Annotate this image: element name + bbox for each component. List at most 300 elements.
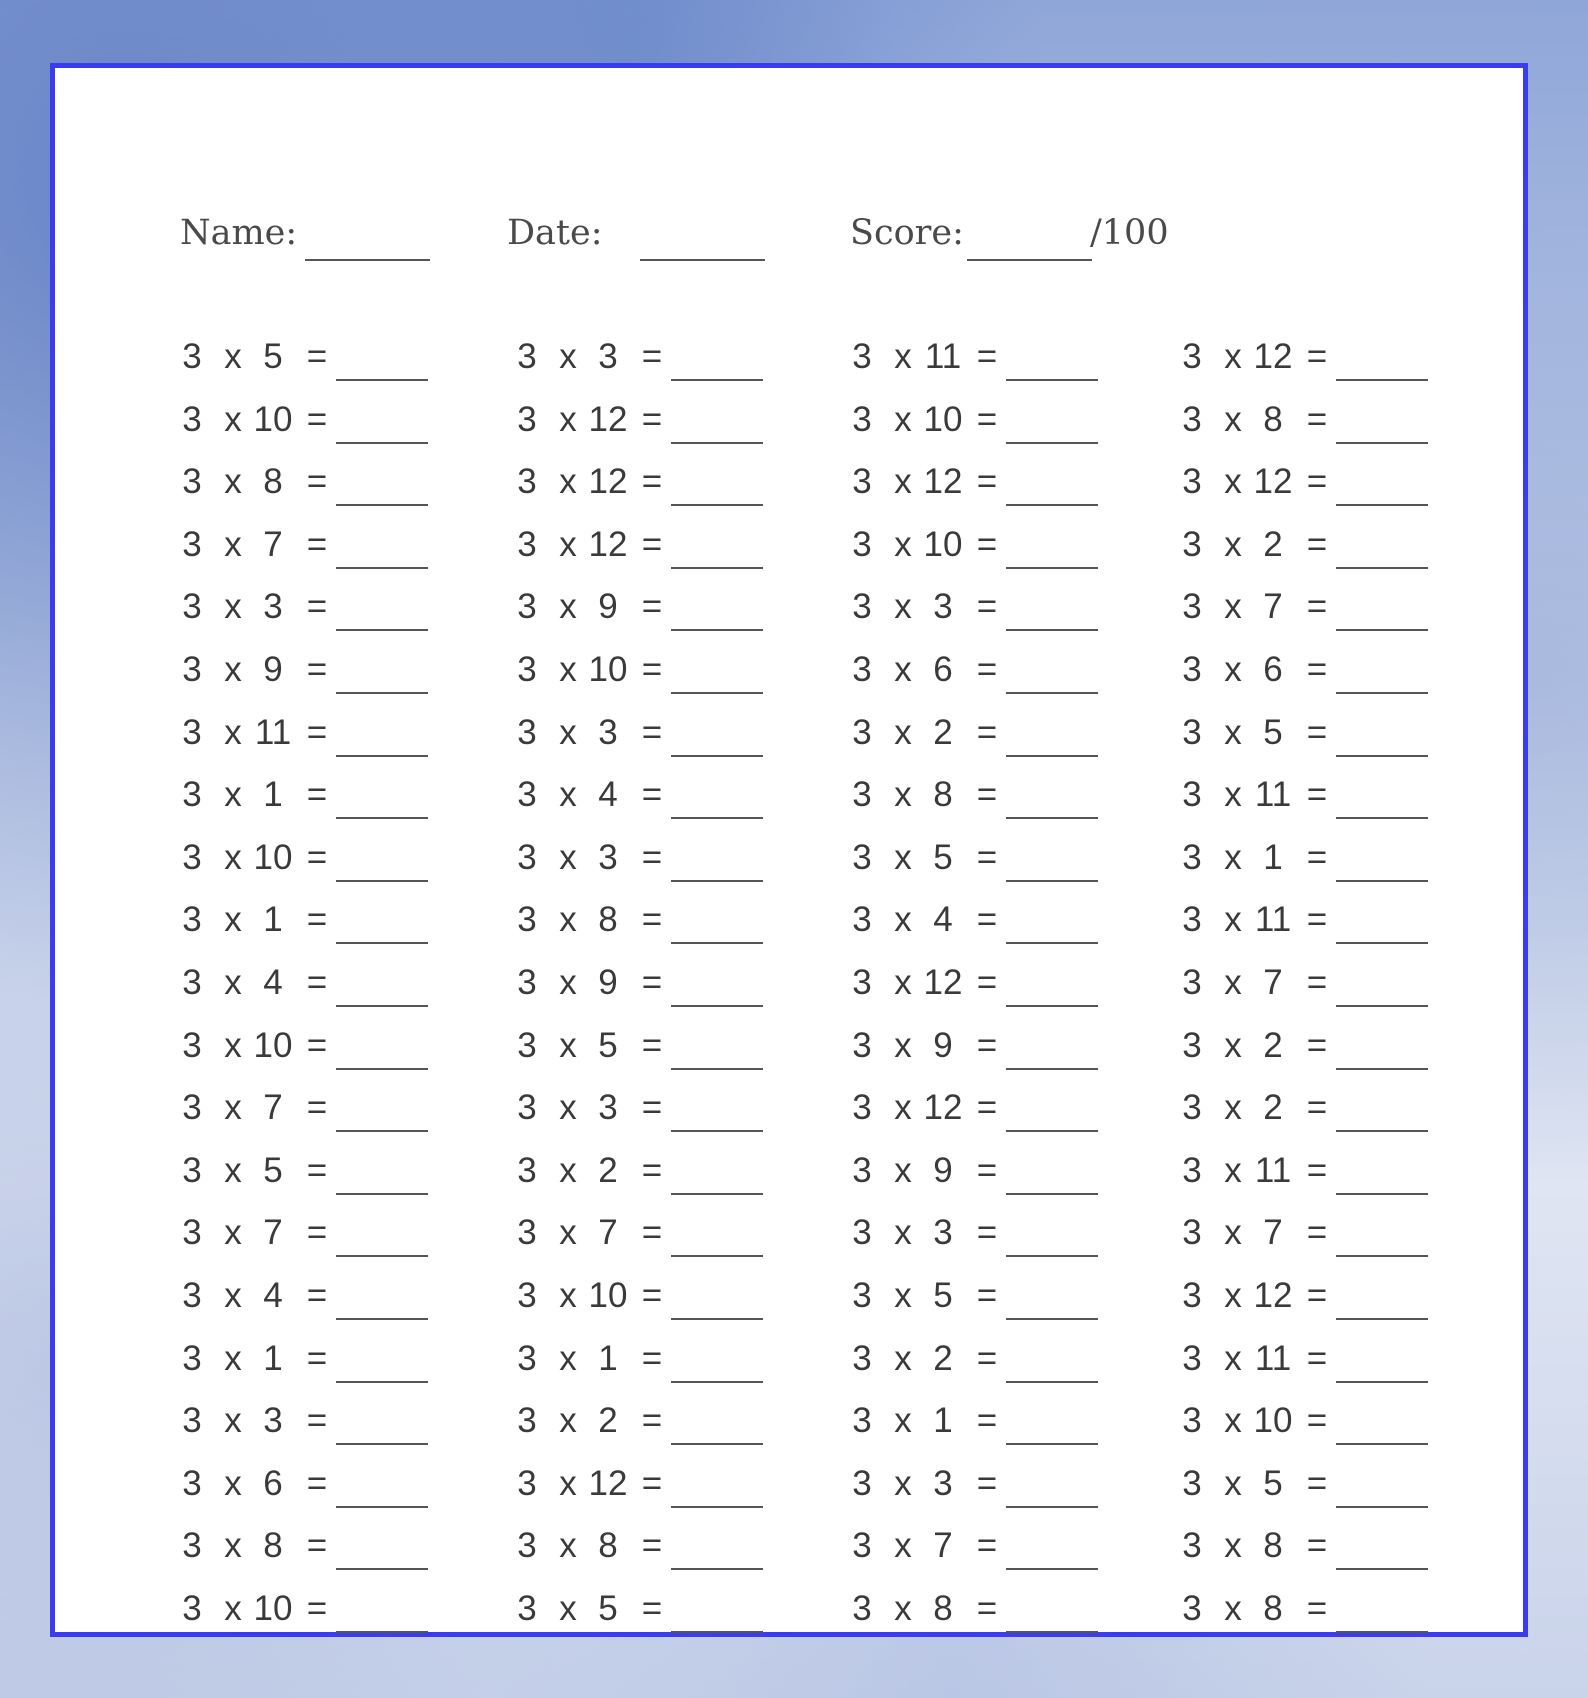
answer-blank[interactable] xyxy=(671,1631,763,1633)
multiplier: 7 xyxy=(263,1213,283,1253)
answer-blank[interactable] xyxy=(671,629,763,631)
multiplier: 3 xyxy=(263,1401,283,1441)
answer-blank[interactable] xyxy=(1006,442,1098,444)
problem-row xyxy=(180,1270,510,1333)
multiplicand: 3 xyxy=(1182,712,1202,752)
multiplier: 1 xyxy=(263,1338,283,1378)
multiplicand: 3 xyxy=(852,1463,872,1503)
multiplier: 12 xyxy=(1253,1275,1293,1315)
times-sign: x xyxy=(224,524,242,564)
problem-row xyxy=(515,1145,845,1208)
answer-blank[interactable] xyxy=(1336,629,1428,631)
times-sign: x xyxy=(559,524,577,564)
answer-blank[interactable] xyxy=(1336,504,1428,506)
problem-row xyxy=(1180,331,1510,394)
multiplicand: 3 xyxy=(517,962,537,1002)
answer-blank[interactable] xyxy=(671,755,763,757)
answer-blank[interactable] xyxy=(1336,817,1428,819)
equals-sign: = xyxy=(976,1338,998,1378)
times-sign: x xyxy=(894,1150,912,1190)
multiplicand: 3 xyxy=(852,712,872,752)
answer-blank[interactable] xyxy=(1006,1381,1098,1383)
multiplicand: 3 xyxy=(182,1401,202,1441)
multiplicand: 3 xyxy=(1182,837,1202,877)
problem-row xyxy=(180,456,510,519)
multiplicand: 3 xyxy=(182,900,202,940)
answer-blank[interactable] xyxy=(1006,1506,1098,1508)
answer-blank[interactable] xyxy=(1006,817,1098,819)
answer-blank[interactable] xyxy=(1006,504,1098,506)
problem-row xyxy=(850,331,1180,394)
equals-sign: = xyxy=(976,900,998,940)
multiplier: 3 xyxy=(933,1463,953,1503)
answer-blank[interactable] xyxy=(1336,1068,1428,1070)
multiplicand: 3 xyxy=(852,649,872,689)
equals-sign: = xyxy=(641,462,663,502)
answer-blank[interactable] xyxy=(1336,1318,1428,1320)
multiplier: 8 xyxy=(263,1526,283,1566)
multiplier: 9 xyxy=(933,1150,953,1190)
multiplicand: 3 xyxy=(852,962,872,1002)
problem-row xyxy=(850,1270,1180,1333)
multiplicand: 3 xyxy=(182,524,202,564)
problem-row xyxy=(850,1583,1180,1646)
problem-row xyxy=(1180,1333,1510,1396)
problem-row xyxy=(515,519,845,582)
equals-sign: = xyxy=(306,1401,328,1441)
multiplicand: 3 xyxy=(182,587,202,627)
multiplier: 10 xyxy=(253,1588,293,1628)
times-sign: x xyxy=(224,712,242,752)
multiplicand: 3 xyxy=(517,900,537,940)
times-sign: x xyxy=(559,712,577,752)
times-sign: x xyxy=(224,399,242,439)
answer-blank[interactable] xyxy=(671,880,763,882)
multiplier: 3 xyxy=(598,1088,618,1128)
problem-row xyxy=(850,1458,1180,1521)
problem-row xyxy=(180,581,510,644)
times-sign: x xyxy=(1224,1213,1242,1253)
multiplicand: 3 xyxy=(517,712,537,752)
multiplier: 9 xyxy=(598,587,618,627)
times-sign: x xyxy=(894,1275,912,1315)
answer-blank[interactable] xyxy=(1006,1005,1098,1007)
multiplicand: 3 xyxy=(182,462,202,502)
times-sign: x xyxy=(224,1338,242,1378)
multiplier: 12 xyxy=(588,524,628,564)
times-sign: x xyxy=(224,1025,242,1065)
problem-row xyxy=(180,957,510,1020)
equals-sign: = xyxy=(1306,587,1328,627)
answer-blank[interactable] xyxy=(1336,1443,1428,1445)
multiplier: 8 xyxy=(263,462,283,502)
equals-sign: = xyxy=(641,1588,663,1628)
times-sign: x xyxy=(559,1275,577,1315)
times-sign: x xyxy=(559,1025,577,1065)
multiplier: 5 xyxy=(263,1150,283,1190)
problem-row xyxy=(850,894,1180,957)
multiplicand: 3 xyxy=(852,1150,872,1190)
answer-blank[interactable] xyxy=(671,567,763,569)
equals-sign: = xyxy=(1306,775,1328,815)
equals-sign: = xyxy=(641,587,663,627)
times-sign: x xyxy=(224,1401,242,1441)
answer-blank[interactable] xyxy=(336,942,428,944)
multiplicand: 3 xyxy=(517,1463,537,1503)
times-sign: x xyxy=(224,462,242,502)
answer-blank[interactable] xyxy=(336,1255,428,1257)
answer-blank[interactable] xyxy=(1006,1568,1098,1570)
answer-blank[interactable] xyxy=(1336,567,1428,569)
equals-sign: = xyxy=(976,524,998,564)
equals-sign: = xyxy=(1306,1338,1328,1378)
multiplier: 10 xyxy=(588,649,628,689)
answer-blank[interactable] xyxy=(336,692,428,694)
equals-sign: = xyxy=(976,399,998,439)
multiplicand: 3 xyxy=(182,1088,202,1128)
multiplicand: 3 xyxy=(852,337,872,376)
times-sign: x xyxy=(224,900,242,940)
times-sign: x xyxy=(559,1588,577,1628)
answer-blank[interactable] xyxy=(1336,880,1428,882)
multiplicand: 3 xyxy=(1182,649,1202,689)
answer-blank[interactable] xyxy=(1006,880,1098,882)
problem-row xyxy=(850,1082,1180,1145)
equals-sign: = xyxy=(641,524,663,564)
multiplier: 5 xyxy=(598,1025,618,1065)
times-sign: x xyxy=(1224,1338,1242,1378)
answer-blank[interactable] xyxy=(336,1443,428,1445)
multiplicand: 3 xyxy=(1182,1401,1202,1441)
answer-blank[interactable] xyxy=(671,1568,763,1570)
equals-sign: = xyxy=(641,712,663,752)
equals-sign: = xyxy=(1306,712,1328,752)
answer-blank[interactable] xyxy=(1336,1381,1428,1383)
answer-blank[interactable] xyxy=(1336,1568,1428,1570)
problem-row xyxy=(850,1520,1180,1583)
answer-blank[interactable] xyxy=(1006,567,1098,569)
multiplicand: 3 xyxy=(1182,900,1202,940)
multiplier: 4 xyxy=(263,962,283,1002)
answer-blank[interactable] xyxy=(671,442,763,444)
multiplicand: 3 xyxy=(852,775,872,815)
multiplier: 5 xyxy=(1263,1463,1283,1503)
answer-blank[interactable] xyxy=(1336,692,1428,694)
score-blank[interactable] xyxy=(967,259,1092,261)
answer-blank[interactable] xyxy=(1336,1005,1428,1007)
times-sign: x xyxy=(559,1401,577,1441)
answer-blank[interactable] xyxy=(671,1068,763,1070)
times-sign: x xyxy=(224,1463,242,1503)
answer-blank[interactable] xyxy=(671,692,763,694)
multiplier: 10 xyxy=(1253,1401,1293,1441)
answer-blank[interactable] xyxy=(1006,1068,1098,1070)
times-sign: x xyxy=(1224,900,1242,940)
equals-sign: = xyxy=(1306,337,1328,376)
multiplier: 7 xyxy=(263,1088,283,1128)
answer-blank[interactable] xyxy=(671,379,763,381)
problem-row xyxy=(1180,1020,1510,1083)
times-sign: x xyxy=(224,1275,242,1315)
times-sign: x xyxy=(1224,1025,1242,1065)
multiplicand: 3 xyxy=(1182,1526,1202,1566)
multiplier: 12 xyxy=(588,399,628,439)
times-sign: x xyxy=(559,900,577,940)
answer-blank[interactable] xyxy=(671,1506,763,1508)
multiplier: 2 xyxy=(933,1338,953,1378)
answer-blank[interactable] xyxy=(1006,1443,1098,1445)
answer-blank[interactable] xyxy=(1006,755,1098,757)
answer-blank[interactable] xyxy=(336,1193,428,1195)
times-sign: x xyxy=(894,462,912,502)
name-blank[interactable] xyxy=(305,259,430,261)
multiplier: 7 xyxy=(598,1213,618,1253)
problem-row xyxy=(1180,957,1510,1020)
answer-blank[interactable] xyxy=(671,1381,763,1383)
problem-row xyxy=(850,1207,1180,1270)
answer-blank[interactable] xyxy=(1336,1130,1428,1132)
times-sign: x xyxy=(224,1526,242,1566)
answer-blank[interactable] xyxy=(336,1130,428,1132)
answer-blank[interactable] xyxy=(336,880,428,882)
times-sign: x xyxy=(559,587,577,627)
multiplier: 2 xyxy=(598,1401,618,1441)
multiplicand: 3 xyxy=(517,1213,537,1253)
worksheet xyxy=(50,63,1528,1637)
equals-sign: = xyxy=(1306,399,1328,439)
equals-sign: = xyxy=(306,1338,328,1378)
answer-blank[interactable] xyxy=(671,817,763,819)
problem-row xyxy=(515,456,845,519)
answer-blank[interactable] xyxy=(1006,1631,1098,1633)
answer-blank[interactable] xyxy=(1006,1130,1098,1132)
problem-row xyxy=(180,1145,510,1208)
multiplicand: 3 xyxy=(517,587,537,627)
equals-sign: = xyxy=(976,712,998,752)
times-sign: x xyxy=(894,900,912,940)
multiplier: 10 xyxy=(588,1275,628,1315)
multiplicand: 3 xyxy=(1182,1338,1202,1378)
answer-blank[interactable] xyxy=(1336,379,1428,381)
times-sign: x xyxy=(1224,837,1242,877)
problem-row xyxy=(1180,1458,1510,1521)
multiplier: 5 xyxy=(1263,712,1283,752)
answer-blank[interactable] xyxy=(671,1318,763,1320)
multiplier: 2 xyxy=(598,1150,618,1190)
multiplicand: 3 xyxy=(517,462,537,502)
times-sign: x xyxy=(894,337,912,376)
times-sign: x xyxy=(559,837,577,877)
multiplicand: 3 xyxy=(517,1401,537,1441)
answer-blank[interactable] xyxy=(336,1381,428,1383)
equals-sign: = xyxy=(1306,1275,1328,1315)
problem-row xyxy=(515,832,845,895)
multiplicand: 3 xyxy=(182,1275,202,1315)
problem-row xyxy=(1180,1583,1510,1646)
problem-row xyxy=(850,394,1180,457)
equals-sign: = xyxy=(1306,900,1328,940)
multiplier: 10 xyxy=(923,399,963,439)
multiplicand: 3 xyxy=(182,399,202,439)
times-sign: x xyxy=(1224,462,1242,502)
problem-row xyxy=(1180,644,1510,707)
times-sign: x xyxy=(224,1150,242,1190)
multiplier: 12 xyxy=(1253,462,1293,502)
equals-sign: = xyxy=(306,1025,328,1065)
multiplicand: 3 xyxy=(1182,1213,1202,1253)
multiplicand: 3 xyxy=(182,1588,202,1628)
answer-blank[interactable] xyxy=(671,1193,763,1195)
equals-sign: = xyxy=(641,1526,663,1566)
multiplier: 11 xyxy=(1254,1338,1292,1378)
equals-sign: = xyxy=(1306,1526,1328,1566)
answer-blank[interactable] xyxy=(336,817,428,819)
multiplier: 11 xyxy=(1254,900,1292,940)
multiplier: 1 xyxy=(263,900,283,940)
problem-row xyxy=(515,894,845,957)
times-sign: x xyxy=(1224,1526,1242,1566)
multiplicand: 3 xyxy=(517,1150,537,1190)
equals-sign: = xyxy=(1306,1025,1328,1065)
problem-row xyxy=(1180,456,1510,519)
answer-blank[interactable] xyxy=(1336,1193,1428,1195)
answer-blank[interactable] xyxy=(336,1318,428,1320)
equals-sign: = xyxy=(306,1150,328,1190)
equals-sign: = xyxy=(306,399,328,439)
equals-sign: = xyxy=(306,962,328,1002)
answer-blank[interactable] xyxy=(1336,755,1428,757)
multiplicand: 3 xyxy=(852,524,872,564)
problem-column-2 xyxy=(515,331,845,1645)
multiplier: 7 xyxy=(1263,962,1283,1002)
problem-row xyxy=(180,394,510,457)
multiplicand: 3 xyxy=(182,1025,202,1065)
times-sign: x xyxy=(559,1088,577,1128)
equals-sign: = xyxy=(1306,962,1328,1002)
answer-blank[interactable] xyxy=(336,442,428,444)
answer-blank[interactable] xyxy=(336,1568,428,1570)
times-sign: x xyxy=(1224,1463,1242,1503)
answer-blank[interactable] xyxy=(671,504,763,506)
problem-row xyxy=(850,1333,1180,1396)
multiplicand: 3 xyxy=(852,900,872,940)
times-sign: x xyxy=(894,649,912,689)
answer-blank[interactable] xyxy=(1336,942,1428,944)
equals-sign: = xyxy=(976,1275,998,1315)
problem-row xyxy=(850,832,1180,895)
times-sign: x xyxy=(894,1401,912,1441)
answer-blank[interactable] xyxy=(1336,1631,1428,1633)
problem-row xyxy=(180,1520,510,1583)
multiplier: 3 xyxy=(933,1213,953,1253)
answer-blank[interactable] xyxy=(671,1255,763,1257)
equals-sign: = xyxy=(976,775,998,815)
times-sign: x xyxy=(1224,399,1242,439)
name-label: Name: xyxy=(180,213,298,253)
equals-sign: = xyxy=(641,837,663,877)
equals-sign: = xyxy=(976,1150,998,1190)
answer-blank[interactable] xyxy=(1006,629,1098,631)
problem-row xyxy=(515,1333,845,1396)
times-sign: x xyxy=(894,775,912,815)
times-sign: x xyxy=(1224,1275,1242,1315)
equals-sign: = xyxy=(641,1213,663,1253)
times-sign: x xyxy=(894,1088,912,1128)
problem-row xyxy=(515,1020,845,1083)
equals-sign: = xyxy=(641,337,663,376)
answer-blank[interactable] xyxy=(336,504,428,506)
date-blank[interactable] xyxy=(640,259,765,261)
answer-blank[interactable] xyxy=(1336,442,1428,444)
multiplicand: 3 xyxy=(1182,1463,1202,1503)
multiplicand: 3 xyxy=(517,649,537,689)
answer-blank[interactable] xyxy=(336,379,428,381)
answer-blank[interactable] xyxy=(1006,1193,1098,1195)
times-sign: x xyxy=(1224,1401,1242,1441)
multiplier: 7 xyxy=(933,1526,953,1566)
score-label: Score: xyxy=(850,213,964,253)
answer-blank[interactable] xyxy=(336,629,428,631)
answer-blank[interactable] xyxy=(671,1130,763,1132)
answer-blank[interactable] xyxy=(1006,692,1098,694)
answer-blank[interactable] xyxy=(1006,942,1098,944)
answer-blank[interactable] xyxy=(336,1005,428,1007)
problem-row xyxy=(1180,519,1510,582)
equals-sign: = xyxy=(1306,1463,1328,1503)
answer-blank[interactable] xyxy=(336,567,428,569)
equals-sign: = xyxy=(976,1526,998,1566)
answer-blank[interactable] xyxy=(336,755,428,757)
problem-row xyxy=(180,1333,510,1396)
answer-blank[interactable] xyxy=(671,942,763,944)
equals-sign: = xyxy=(1306,462,1328,502)
answer-blank[interactable] xyxy=(1006,1318,1098,1320)
multiplicand: 3 xyxy=(1182,1588,1202,1628)
answer-blank[interactable] xyxy=(1006,1255,1098,1257)
problem-row xyxy=(180,1082,510,1145)
problem-row xyxy=(515,644,845,707)
answer-blank[interactable] xyxy=(336,1506,428,1508)
equals-sign: = xyxy=(306,462,328,502)
times-sign: x xyxy=(224,962,242,1002)
equals-sign: = xyxy=(1306,1150,1328,1190)
answer-blank[interactable] xyxy=(1336,1506,1428,1508)
multiplier: 7 xyxy=(1263,1213,1283,1253)
answer-blank[interactable] xyxy=(671,1005,763,1007)
multiplicand: 3 xyxy=(852,1088,872,1128)
answer-blank[interactable] xyxy=(336,1068,428,1070)
answer-blank[interactable] xyxy=(1336,1255,1428,1257)
multiplier: 8 xyxy=(1263,1526,1283,1566)
multiplier: 4 xyxy=(263,1275,283,1315)
multiplicand: 3 xyxy=(517,1025,537,1065)
times-sign: x xyxy=(224,337,242,376)
times-sign: x xyxy=(559,1338,577,1378)
multiplicand: 3 xyxy=(182,1150,202,1190)
equals-sign: = xyxy=(641,399,663,439)
times-sign: x xyxy=(1224,712,1242,752)
times-sign: x xyxy=(559,962,577,1002)
problem-row xyxy=(180,644,510,707)
answer-blank[interactable] xyxy=(336,1631,428,1633)
multiplicand: 3 xyxy=(182,1338,202,1378)
equals-sign: = xyxy=(1306,524,1328,564)
multiplier: 6 xyxy=(1263,649,1283,689)
multiplier: 11 xyxy=(924,337,962,376)
answer-blank[interactable] xyxy=(671,1443,763,1445)
equals-sign: = xyxy=(306,337,328,376)
answer-blank[interactable] xyxy=(1006,379,1098,381)
